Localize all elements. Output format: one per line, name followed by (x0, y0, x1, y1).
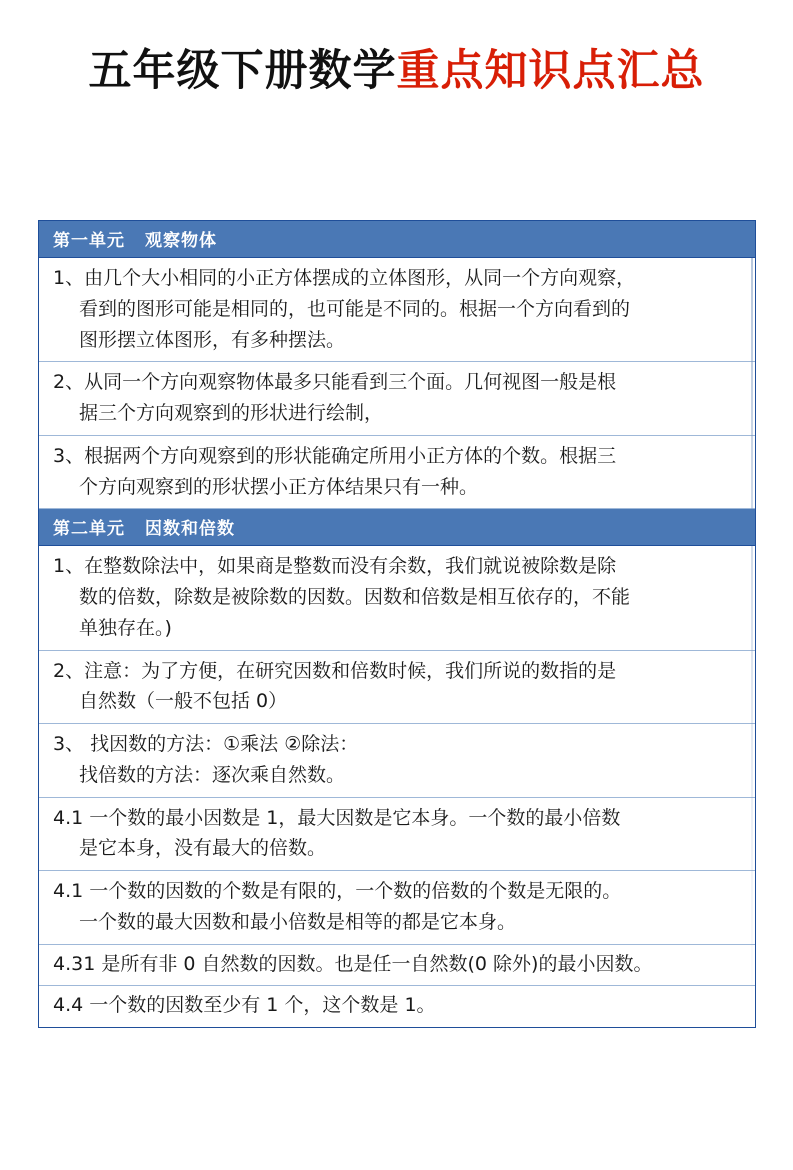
row-line: 3、根据两个方向观察到的形状能确定所用小正方体的个数。根据三 (53, 444, 617, 467)
row-line: 2、从同一个方向观察物体最多只能看到三个面。几何视图一般是根 (53, 371, 617, 394)
row-line: 1、在整数除法中，如果商是整数而没有余数，我们就说被除数是除 (53, 555, 617, 578)
table-row (39, 986, 755, 1026)
unit-2-number: 第二单元 (53, 519, 125, 540)
row-line: 找倍数的方法：逐次乘自然数。 (79, 763, 346, 786)
unit-header-2 (39, 509, 755, 546)
row-line: 4.4 一个数的因数至少有 1 个，这个数是 1。 (53, 994, 436, 1017)
table-row (39, 798, 755, 872)
scan-edge-line (751, 221, 753, 1027)
unit-2-name: 因数和倍数 (145, 519, 235, 540)
unit-1-name: 观察物体 (145, 231, 217, 251)
unit-1-number: 第一单元 (53, 231, 125, 251)
unit-header-1 (39, 221, 755, 258)
page-title (0, 48, 793, 95)
row-line: 数的倍数，除数是被除数的因数。因数和倍数是相互依存的，不能 (79, 586, 631, 609)
row-line: 单独存在。) (79, 616, 172, 639)
table-row (39, 871, 755, 945)
page-title-red: 重点知识点汇总 (396, 46, 705, 96)
row-line: 一个数的最大因数和最小倍数是相等的都是它本身。 (79, 911, 517, 934)
row-line: 3、 找因数的方法：①乘法 ②除法： (53, 733, 359, 756)
row-line: 据三个方向观察到的形状进行绘制， (79, 402, 384, 425)
table-row (39, 436, 755, 510)
table-row (39, 258, 755, 362)
table-row (39, 945, 755, 986)
row-line: 图形摆立体图形，有多种摆法。 (79, 328, 346, 351)
table-row (39, 724, 755, 798)
row-line: 4.31 是所有非 0 自然数的因数。也是任一自然数(0 除外)的最小因数。 (53, 952, 653, 975)
page-title-black: 五年级下册数学 (88, 46, 397, 96)
row-line: 个方向观察到的形状摆小正方体结果只有一种。 (79, 475, 479, 498)
row-line: 自然数（一般不包括 0） (79, 690, 288, 713)
row-line: 2、注意：为了方便，在研究因数和倍数时候，我们所说的数指的是 (53, 659, 617, 682)
row-line: 看到的图形可能是相同的，也可能是不同的。根据一个方向看到的 (79, 297, 631, 320)
row-line: 4.1 一个数的因数的个数是有限的，一个数的倍数的个数是无限的。 (53, 880, 622, 903)
document-page (0, 48, 793, 1170)
table-row (39, 651, 755, 725)
table-row (39, 362, 755, 436)
row-line: 4.1 一个数的最小因数是 1，最大因数是它本身。一个数的最小倍数 (53, 806, 621, 829)
row-line: 是它本身，没有最大的倍数。 (79, 837, 327, 860)
table-row (39, 546, 755, 650)
row-line: 1、由几个大小相同的小正方体摆成的立体图形，从同一个方向观察， (53, 267, 636, 289)
knowledge-table (38, 220, 756, 1028)
